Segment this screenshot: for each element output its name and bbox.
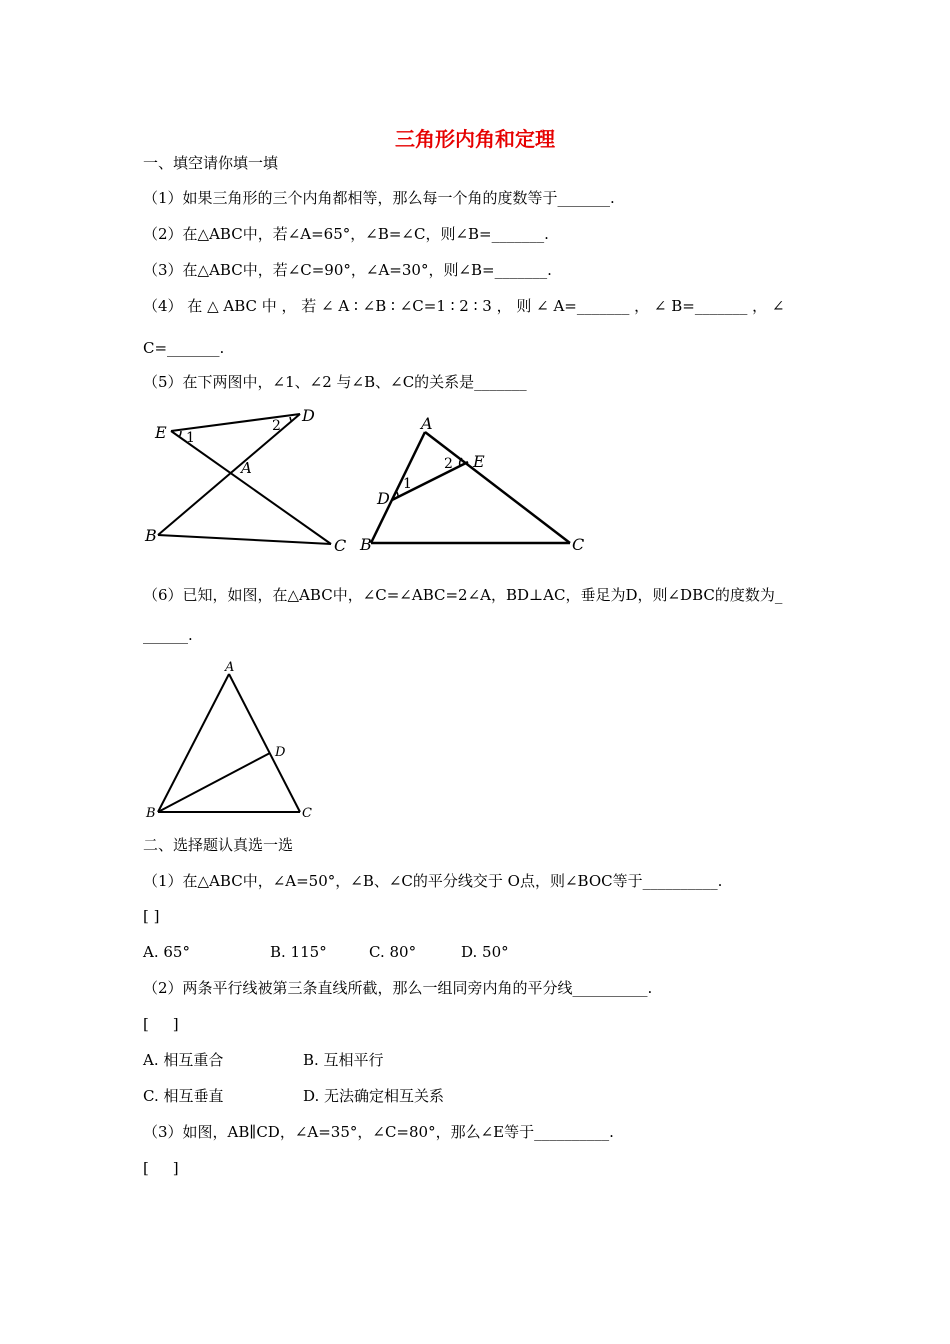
fig1-label-D: D [302, 406, 315, 425]
fig1-angle-2-label: 2 [272, 418, 281, 434]
figure-3 [158, 674, 300, 812]
question-2-3: （3）如图，AB∥CD，∠A=35°，∠C=80°，那么∠E等于__________. [143, 1123, 614, 1141]
fig2-label-E: E [473, 452, 485, 471]
question-2-2-bracket: [ ] [143, 1015, 179, 1033]
fig2-label-C: C [572, 535, 585, 554]
question-1-6-line2: ______. [143, 626, 193, 644]
question-1-5: （5）在下两图中，∠1、∠2 与∠B、∠C的关系是_______ [143, 373, 527, 391]
page-title: 三角形内角和定理 [395, 127, 555, 151]
fig2-label-A: A [421, 414, 433, 433]
fig3-label-C: C [302, 806, 312, 821]
option-2-1-b: B. 115° [270, 943, 327, 961]
section2-heading: 二、选择题认真选一选 [143, 836, 294, 854]
segment-BD [158, 753, 270, 812]
fig2-angle-2-label: 2 [444, 456, 453, 472]
angle-1-arc [179, 431, 181, 437]
fig1-label-E: E [155, 423, 167, 442]
segment-AC [425, 432, 570, 543]
question-1-2: （2）在△ABC中，若∠A=65°，∠B=∠C，则∠B=_______. [143, 225, 549, 243]
figure-1 [158, 414, 331, 544]
fig2-label-D: D [377, 489, 390, 508]
option-2-1-d: D. 50° [461, 943, 509, 961]
question-2-1-bracket: [ ] [143, 907, 160, 925]
question-1-3: （3）在△ABC中，若∠C=90°，∠A=30°，则∠B=_______. [143, 261, 552, 279]
question-1-4-line2: C=_______. [143, 339, 225, 357]
option-2-2-b: B. 互相平行 [303, 1051, 384, 1069]
fig1-label-B: B [145, 526, 157, 545]
fig3-label-D: D [275, 745, 286, 760]
fig2-angle-1-label: 1 [403, 476, 412, 492]
option-2-2-c: C. 相互垂直 [143, 1087, 224, 1105]
figure-2 [371, 432, 570, 543]
option-2-2-d: D. 无法确定相互关系 [303, 1087, 445, 1105]
option-2-2-a: A. 相互重合 [143, 1051, 224, 1069]
section1-heading: 一、填空请你填一填 [143, 154, 279, 172]
segment-AC [229, 674, 300, 812]
fig3-label-A: A [225, 660, 235, 675]
question-2-2: （2）两条平行线被第三条直线所截，那么一组同旁内角的平分线__________. [143, 979, 653, 997]
segment-BC [158, 535, 331, 544]
segment-AB [158, 674, 229, 812]
option-2-1-a: A. 65° [143, 943, 190, 961]
fig2-label-B: B [360, 535, 372, 554]
fig1-label-C: C [334, 536, 347, 555]
question-1-1: （1）如果三角形的三个内角都相等，那么每一个角的度数等于_______. [143, 189, 615, 207]
segment-EC [171, 431, 331, 544]
option-2-1-c: C. 80° [369, 943, 417, 961]
question-2-1: （1）在△ABC中，∠A=50°，∠B、∠C的平分线交于 O点，则∠BOC等于__________. [143, 872, 723, 890]
fig1-angle-1-label: 1 [186, 430, 195, 446]
fig1-label-A: A [241, 459, 252, 477]
question-2-3-bracket: [ ] [143, 1159, 179, 1177]
question-1-6-line1: （6）已知，如图，在△ABC中，∠C=∠ABC=2∠A，BD⊥AC，垂足为D，则∠DBC的度数为_ [143, 586, 783, 604]
question-1-4-line1: （4） 在 △ ABC 中 ， 若 ∠ A ∶ ∠B ∶ ∠C=1 ∶ 2 ∶ 3 ， 则 ∠ A=_______ ， ∠ B=_______ ， ∠ [143, 297, 785, 315]
fig3-label-B: B [146, 806, 156, 821]
